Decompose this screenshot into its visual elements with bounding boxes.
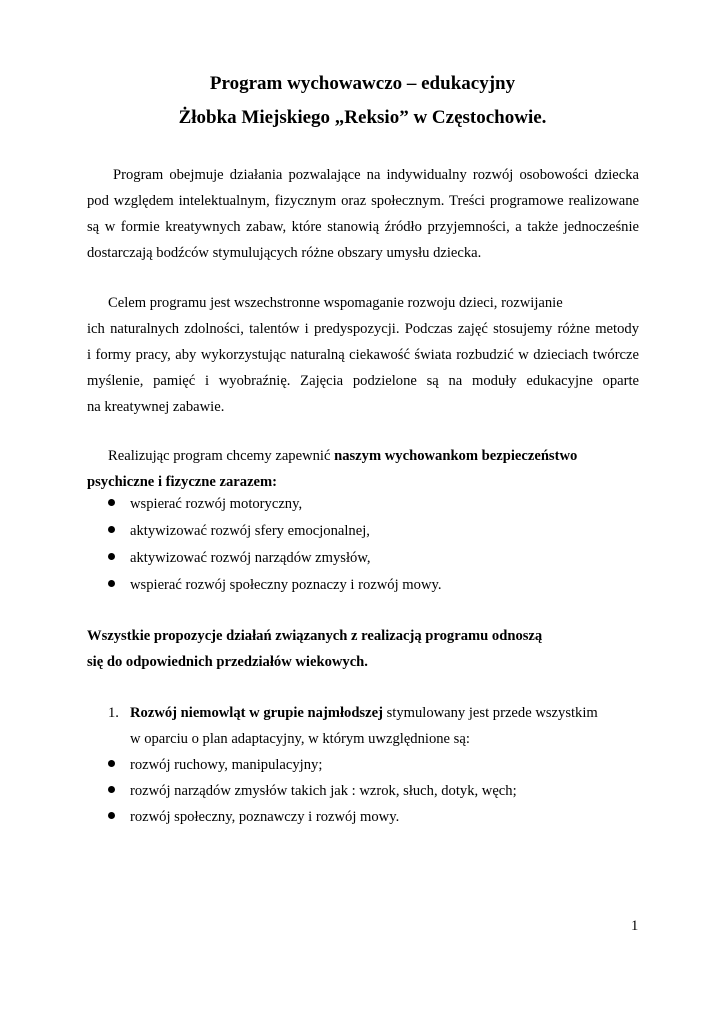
safety-lead-plain: Realizując program chcemy zapewnić [108, 448, 335, 464]
safety-list-item: aktywizować rozwój sfery emocjonalnej, [130, 523, 370, 539]
bullet-icon [108, 785, 116, 793]
goals-line: Celem programu jest wszechstronne wspomaganie rozwoju dzieci, rozwijanie [108, 295, 563, 311]
section-1-heading-rest: stymulowany jest przede wszystkim [382, 705, 598, 721]
section-1-heading [130, 703, 598, 723]
safety-lead [108, 446, 577, 466]
safety-list-item: wspierać rozwój motoryczny, [130, 496, 303, 512]
goals-line: myślenie, pamięć i wyobraźnię. Zajęcia podzielone są na moduły edukacyjne oparte [87, 373, 639, 389]
safety-lead-bold-line-2: psychiczne i fizyczne zarazem: [87, 474, 278, 490]
bullet-icon [108, 759, 116, 767]
note-line-2: się do odpowiednich przedziałów wiekowych. [87, 654, 368, 670]
section-1-list-item: rozwój ruchowy, manipulacyjny; [130, 757, 323, 773]
page-number: 1 [631, 918, 639, 934]
safety-list-item: wspierać rozwój społeczny poznaczy i rozwój mowy. [130, 577, 442, 593]
bullet-icon [108, 579, 116, 587]
section-1-list-item: rozwój narządów zmysłów takich jak : wzrok, słuch, dotyk, węch; [130, 783, 517, 799]
section-1-heading-bold: Rozwój niemowląt w grupie najmłodszej [130, 705, 383, 721]
intro-line: dostarczają bodźców stymulujących różne obszary umysłu dziecka. [87, 245, 482, 261]
document-title-line-1: Program wychowawczo – edukacyjny [209, 73, 516, 94]
section-1-list-item: rozwój społeczny, poznawczy i rozwój mowy. [130, 809, 400, 825]
section-1-number: 1. [108, 705, 119, 721]
goals-line: na kreatywnej zabawie. [87, 399, 225, 415]
goals-line: ich naturalnych zdolności, talentów i predyspozycji. Podczas zajęć stosujemy różne metody [87, 321, 639, 337]
bullet-icon [108, 498, 116, 506]
bullet-icon [108, 811, 116, 819]
intro-line: są w formie kreatywnych zabaw, które stanowią źródło przyjemności, a także jednocześnie [87, 219, 639, 235]
section-1-line-2: w oparciu o plan adaptacyjny, w którym uwzględnione są: [130, 731, 470, 747]
safety-lead-bold: naszym wychowankom bezpieczeństwo [334, 448, 578, 464]
goals-line: i formy pracy, aby wykorzystując naturalną ciekawość świata rozbudzić w dzieciach twórcze [87, 347, 639, 363]
intro-line: pod względem intelektualnym, fizycznym oraz społecznym. Treści programowe realizowane [87, 193, 639, 209]
bullet-icon [108, 552, 116, 560]
document-title-line-2: Żłobka Miejskiego „Reksio” w Częstochowie. [178, 107, 547, 128]
intro-line: Program obejmuje działania pozwalające na indywidualny rozwój osobowości dziecka [113, 167, 639, 183]
note-line-1: Wszystkie propozycje działań związanych z realizacją programu odnoszą [87, 628, 543, 644]
bullet-icon [108, 525, 116, 533]
safety-list-item: aktywizować rozwój narządów zmysłów, [130, 550, 371, 566]
